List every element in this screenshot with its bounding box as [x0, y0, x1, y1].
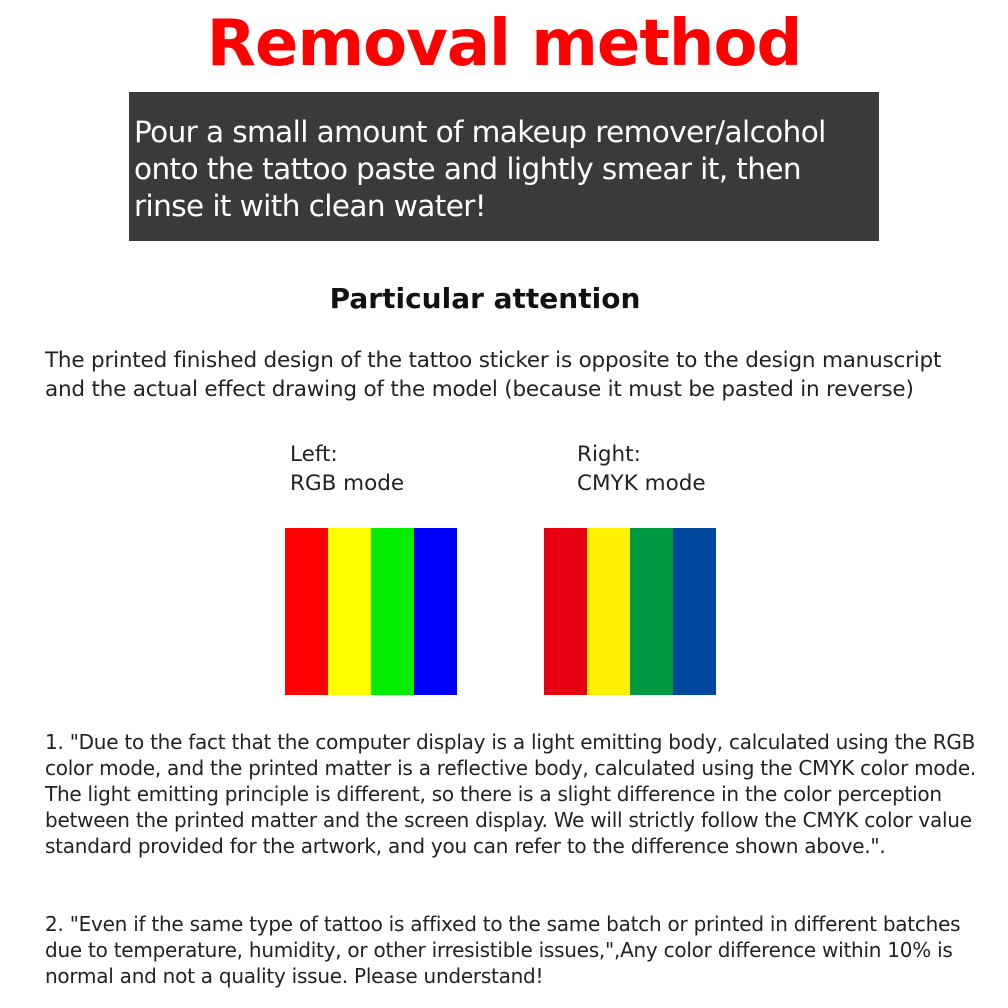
rgb-label-mode: RGB mode: [290, 471, 405, 496]
intro-paragraph: The printed finished design of the tattoo sticker is opposite to the design manuscript and the actual effect drawing of the model (because it must be pasted in reverse): [45, 348, 942, 402]
cmyk-label-side: Right:: [577, 442, 641, 467]
note-paragraph-2: 2. "Even if the same type of tattoo is affixed to the same batch or printed in different batches due to temperature, humidity, or other irresistible issues,",Any color difference within 10% is normal and not a quality issue. Please understand!: [45, 912, 961, 988]
cmyk-label-mode: CMYK mode: [577, 471, 706, 496]
note-paragraph-1: 1. "Due to the fact that the computer display is a light emitting body, calculated using the RGB color mode, and the printed matter is a reflective body, calculated using the CMYK color mode. The light emitting principle is different, so there is a slight difference in the color perception between the printed matter and the screen display. We will strictly follow the CMYK color value standard provided for the artwork, and you can refer to the difference shown above.".: [45, 730, 977, 858]
page-title: Removal method: [206, 7, 802, 81]
rgb-color-strip-bar-4: [414, 528, 457, 695]
cmyk-color-strip-bar-2: [587, 528, 630, 695]
cmyk-color-strip-bar-1: [544, 528, 587, 695]
rgb-color-strip: [285, 528, 457, 695]
section-heading: Particular attention: [329, 282, 641, 315]
rgb-color-strip-bar-1: [285, 528, 328, 695]
rgb-color-strip-bar-3: [371, 528, 414, 695]
cmyk-color-strip: [544, 528, 716, 695]
cmyk-color-strip-bar-3: [630, 528, 673, 695]
rgb-label: [290, 440, 404, 498]
cmyk-color-strip-bar-4: [673, 528, 716, 695]
rgb-label-side: Left:: [290, 442, 338, 467]
instruction-text: Pour a small amount of makeup remover/alcohol onto the tattoo paste and lightly smear it, then rinse it with clean water!: [134, 115, 826, 223]
rgb-color-strip-bar-2: [328, 528, 371, 695]
instruction-banner: [129, 92, 879, 241]
cmyk-label: [577, 440, 706, 498]
